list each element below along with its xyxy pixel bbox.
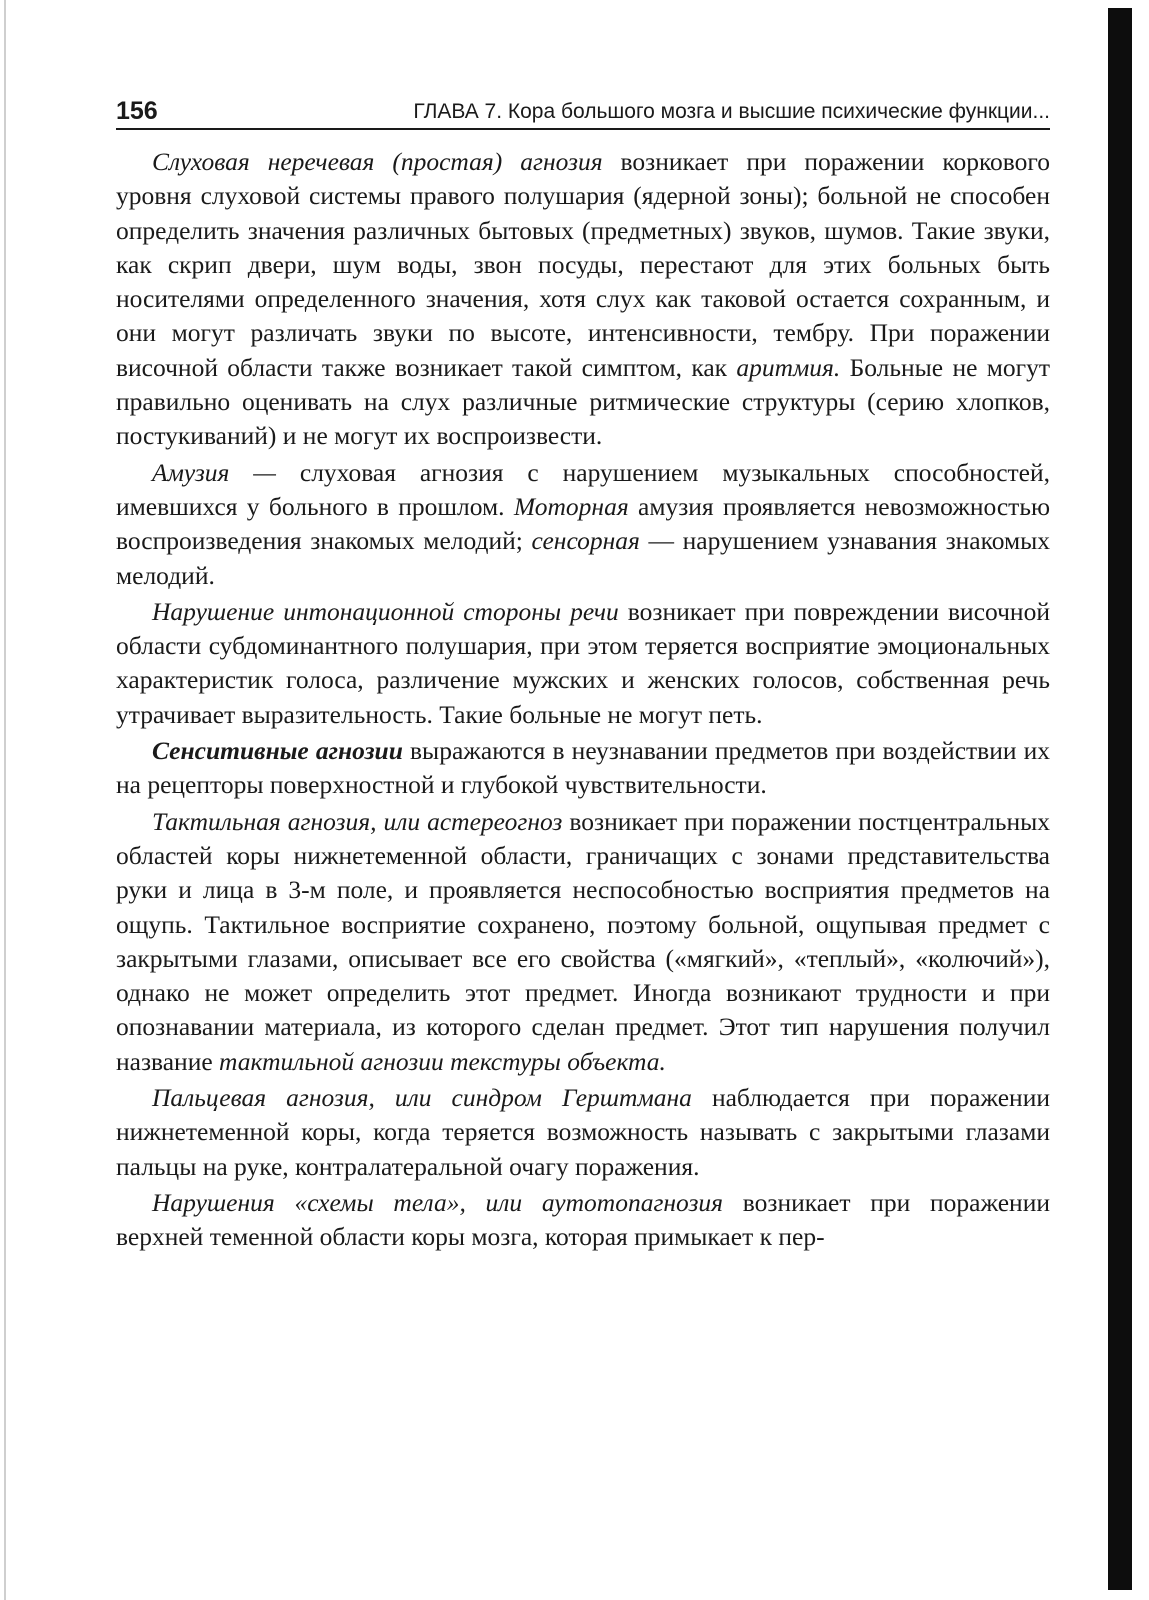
term: тактильной агнозии текстуры объекта. xyxy=(219,1046,666,1076)
paragraph-text: наблюдается при поражении нижнетеменной коры, когда теряется возможность называть с закрытыми глазами пальцы на руке, контралатеральной очагу поражения. xyxy=(116,1083,1050,1181)
term: Нарушение интонационной стороны речи xyxy=(152,596,619,626)
page-number: 156 xyxy=(116,97,158,125)
paragraph-text: возникает при поражении верхней теменной области коры мозга, которая примыкает к пер- xyxy=(116,1187,1050,1252)
paragraph-text: Больные не могут правильно оценивать на слух различные ритмические структуры (серию хлопков, постукиваний) и не могут их воспроизвести. xyxy=(116,352,1050,451)
paragraph-text: возникает при повреждении височной области субдоминантного полушария, при этом теряется восприятие эмоциональных характеристик голоса, различение мужских и женских голосов, собственная речь утрачивает выразительность. Такие больные не могут петь. xyxy=(116,596,1050,729)
term: Пальцевая агнозия, или синдром Герштмана xyxy=(152,1083,692,1113)
term: сенсорная xyxy=(531,526,640,556)
paragraph-text: слуховая агнозия с нарушением музыкальных способностей, имевшихся у больного в прошлом. xyxy=(116,457,1050,521)
paragraph-text: возникает при поражении постцентральных областей коры нижнетеменной области, граничащих с зонами представительства руки и лица в 3-м поле, и проявляется неспособностью восприятия предметов на ощупь. Тактильное восприятие сохранено, поэтому больной, ощупывая предмет с закрытыми глазами, описывает все его свойства («мягкий», «теплый», «колючий»), однако не может определить этот предмет. Иногда возникают трудности и при опознавании материала, из которого сделан предмет. Этот тип нарушения получил название xyxy=(116,806,1050,1076)
paragraph-finger-agnosia xyxy=(116,1081,1050,1184)
running-head: ГЛАВА 7. Кора большого мозга и высшие психические функции... xyxy=(413,100,1050,123)
paragraph-intonation xyxy=(116,595,1050,732)
term: аритмия. xyxy=(736,352,841,382)
paragraph-amusia xyxy=(116,456,1050,593)
paragraph-text: возникает при поражении коркового уровня слуховой системы правого полушария (ядерной зоны); больной не способен определить значения различных бытовых (предметных) звуков, шумов. Такие звуки, как скрип двери, шум воды, звон посуды, перестают для этих больных быть носителями определенного значения, хотя слух как таковой остается сохранным, и они могут различать звуки по высоте, интенсивности, тембру. При поражении височной области также возникает такой симптом, как xyxy=(116,147,1050,382)
page-left-edge xyxy=(4,0,6,1600)
paragraph-auditory-agnosia xyxy=(116,145,1050,454)
term: Амузия — xyxy=(152,457,276,487)
main-text xyxy=(116,145,1050,1255)
paragraph-sensitive-agnosia xyxy=(116,734,1050,803)
paragraph-autotopagnosia xyxy=(116,1186,1050,1255)
page-header xyxy=(116,98,1050,130)
scan-binding-shadow xyxy=(1108,8,1132,1590)
paragraph-text: выражаются в неузнавании предметов при воздействии их на рецепторы поверхностной и глубокой чувствительности. xyxy=(116,736,1050,800)
paragraph-text: — нарушением узнавания знакомых мелодий. xyxy=(116,526,1051,590)
paragraph-tactile-agnosia xyxy=(116,805,1050,1079)
term: Сенситивные агнозии xyxy=(152,736,403,766)
term: Тактильная агнозия, или астереогноз xyxy=(152,806,563,836)
term: Моторная xyxy=(513,491,629,521)
term: Нарушения «схемы тела», или аутотопагнозия xyxy=(152,1187,724,1217)
paragraph-text: амузия проявляется невозможностью воспроизведения знакомых мелодий; xyxy=(116,491,1050,556)
term: Слуховая неречевая (простая) агнозия xyxy=(152,147,603,176)
